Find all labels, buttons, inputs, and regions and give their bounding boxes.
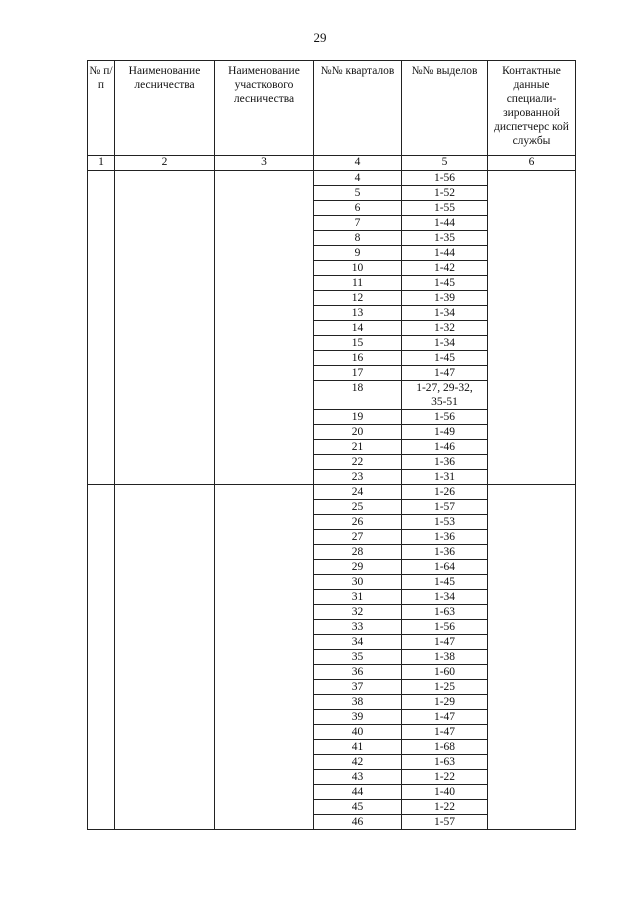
plots-cell: 1-49 — [402, 425, 488, 440]
group-forestry-cell — [115, 485, 215, 830]
plots-cell: 1-22 — [402, 800, 488, 815]
quarter-cell: 39 — [314, 710, 402, 725]
quarter-cell: 45 — [314, 800, 402, 815]
quarter-cell: 13 — [314, 306, 402, 321]
header-cell-plots: №№ выделов — [402, 61, 488, 156]
header-row — [88, 61, 576, 156]
forestry-table — [87, 60, 576, 830]
header-cell-district: Наименование участкового лесничества — [215, 61, 314, 156]
quarter-cell: 31 — [314, 590, 402, 605]
plots-cell: 1-40 — [402, 785, 488, 800]
plots-cell: 1-47 — [402, 710, 488, 725]
quarter-cell: 35 — [314, 650, 402, 665]
quarter-cell: 36 — [314, 665, 402, 680]
plots-cell: 1-45 — [402, 351, 488, 366]
quarter-cell: 38 — [314, 695, 402, 710]
quarter-cell: 34 — [314, 635, 402, 650]
quarter-cell: 41 — [314, 740, 402, 755]
plots-cell: 1-64 — [402, 560, 488, 575]
table-body — [88, 61, 576, 830]
quarter-cell: 23 — [314, 470, 402, 485]
quarter-cell: 9 — [314, 246, 402, 261]
quarter-cell: 29 — [314, 560, 402, 575]
quarter-cell: 20 — [314, 425, 402, 440]
plots-cell: 1-68 — [402, 740, 488, 755]
quarter-cell: 16 — [314, 351, 402, 366]
quarter-cell: 18 — [314, 381, 402, 410]
plots-cell: 1-47 — [402, 725, 488, 740]
plots-cell: 1-47 — [402, 635, 488, 650]
table-row — [88, 485, 576, 500]
plots-cell: 1-57 — [402, 500, 488, 515]
quarter-cell: 8 — [314, 231, 402, 246]
plots-cell: 1-39 — [402, 291, 488, 306]
plots-cell: 1-57 — [402, 815, 488, 830]
column-number: 1 — [88, 156, 115, 171]
quarter-cell: 24 — [314, 485, 402, 500]
plots-cell: 1-44 — [402, 216, 488, 231]
quarter-cell: 33 — [314, 620, 402, 635]
group-district-cell — [215, 485, 314, 830]
plots-cell: 1-26 — [402, 485, 488, 500]
quarter-cell: 15 — [314, 336, 402, 351]
plots-cell: 1-45 — [402, 276, 488, 291]
header-cell-forestry: Наименование лесничества — [115, 61, 215, 156]
quarter-cell: 25 — [314, 500, 402, 515]
page-number: 29 — [313, 30, 327, 45]
plots-cell: 1-32 — [402, 321, 488, 336]
plots-cell: 1-22 — [402, 770, 488, 785]
column-number: 2 — [115, 156, 215, 171]
plots-cell: 1-63 — [402, 755, 488, 770]
plots-cell: 1-60 — [402, 665, 488, 680]
plots-cell: 1-46 — [402, 440, 488, 455]
quarter-cell: 37 — [314, 680, 402, 695]
quarter-cell: 5 — [314, 186, 402, 201]
quarter-cell: 28 — [314, 545, 402, 560]
quarter-cell: 27 — [314, 530, 402, 545]
quarter-cell: 17 — [314, 366, 402, 381]
plots-cell: 1-52 — [402, 186, 488, 201]
plots-cell: 1-31 — [402, 470, 488, 485]
plots-cell: 1-34 — [402, 306, 488, 321]
quarter-cell: 40 — [314, 725, 402, 740]
plots-cell: 1-45 — [402, 575, 488, 590]
plots-cell: 1-55 — [402, 201, 488, 216]
plots-cell: 1-63 — [402, 605, 488, 620]
column-number: 6 — [488, 156, 576, 171]
plots-cell: 1-42 — [402, 261, 488, 276]
quarter-cell: 21 — [314, 440, 402, 455]
plots-cell: 1-38 — [402, 650, 488, 665]
quarter-cell: 42 — [314, 755, 402, 770]
column-number-row — [88, 156, 576, 171]
quarter-cell: 46 — [314, 815, 402, 830]
quarter-cell: 19 — [314, 410, 402, 425]
quarter-cell: 32 — [314, 605, 402, 620]
header-cell-contacts: Контактные данные специали-зированной диспетчерс кой службы — [488, 61, 576, 156]
header-cell-index: № п/п — [88, 61, 115, 156]
plots-cell: 1-27, 29-32, 35-51 — [402, 381, 488, 410]
quarter-cell: 14 — [314, 321, 402, 336]
header-cell-quarters: №№ кварталов — [314, 61, 402, 156]
quarter-cell: 4 — [314, 171, 402, 186]
plots-cell: 1-56 — [402, 410, 488, 425]
table-row — [88, 171, 576, 186]
plots-cell: 1-53 — [402, 515, 488, 530]
plots-cell: 1-34 — [402, 336, 488, 351]
quarter-cell: 11 — [314, 276, 402, 291]
column-number: 5 — [402, 156, 488, 171]
plots-cell: 1-25 — [402, 680, 488, 695]
plots-cell: 1-36 — [402, 530, 488, 545]
plots-cell: 1-47 — [402, 366, 488, 381]
quarter-cell: 6 — [314, 201, 402, 216]
group-index-cell — [88, 171, 115, 485]
quarter-cell: 12 — [314, 291, 402, 306]
quarter-cell: 44 — [314, 785, 402, 800]
plots-cell: 1-56 — [402, 620, 488, 635]
group-contacts-cell — [488, 485, 576, 830]
plots-cell: 1-34 — [402, 590, 488, 605]
plots-cell: 1-56 — [402, 171, 488, 186]
plots-cell: 1-35 — [402, 231, 488, 246]
quarter-cell: 30 — [314, 575, 402, 590]
quarter-cell: 22 — [314, 455, 402, 470]
plots-cell: 1-36 — [402, 545, 488, 560]
quarter-cell: 26 — [314, 515, 402, 530]
group-contacts-cell — [488, 171, 576, 485]
column-number: 4 — [314, 156, 402, 171]
quarter-cell: 7 — [314, 216, 402, 231]
column-number: 3 — [215, 156, 314, 171]
quarter-cell: 10 — [314, 261, 402, 276]
group-district-cell — [215, 171, 314, 485]
quarter-cell: 43 — [314, 770, 402, 785]
plots-cell: 1-29 — [402, 695, 488, 710]
group-index-cell — [88, 485, 115, 830]
group-forestry-cell — [115, 171, 215, 485]
plots-cell: 1-36 — [402, 455, 488, 470]
plots-cell: 1-44 — [402, 246, 488, 261]
